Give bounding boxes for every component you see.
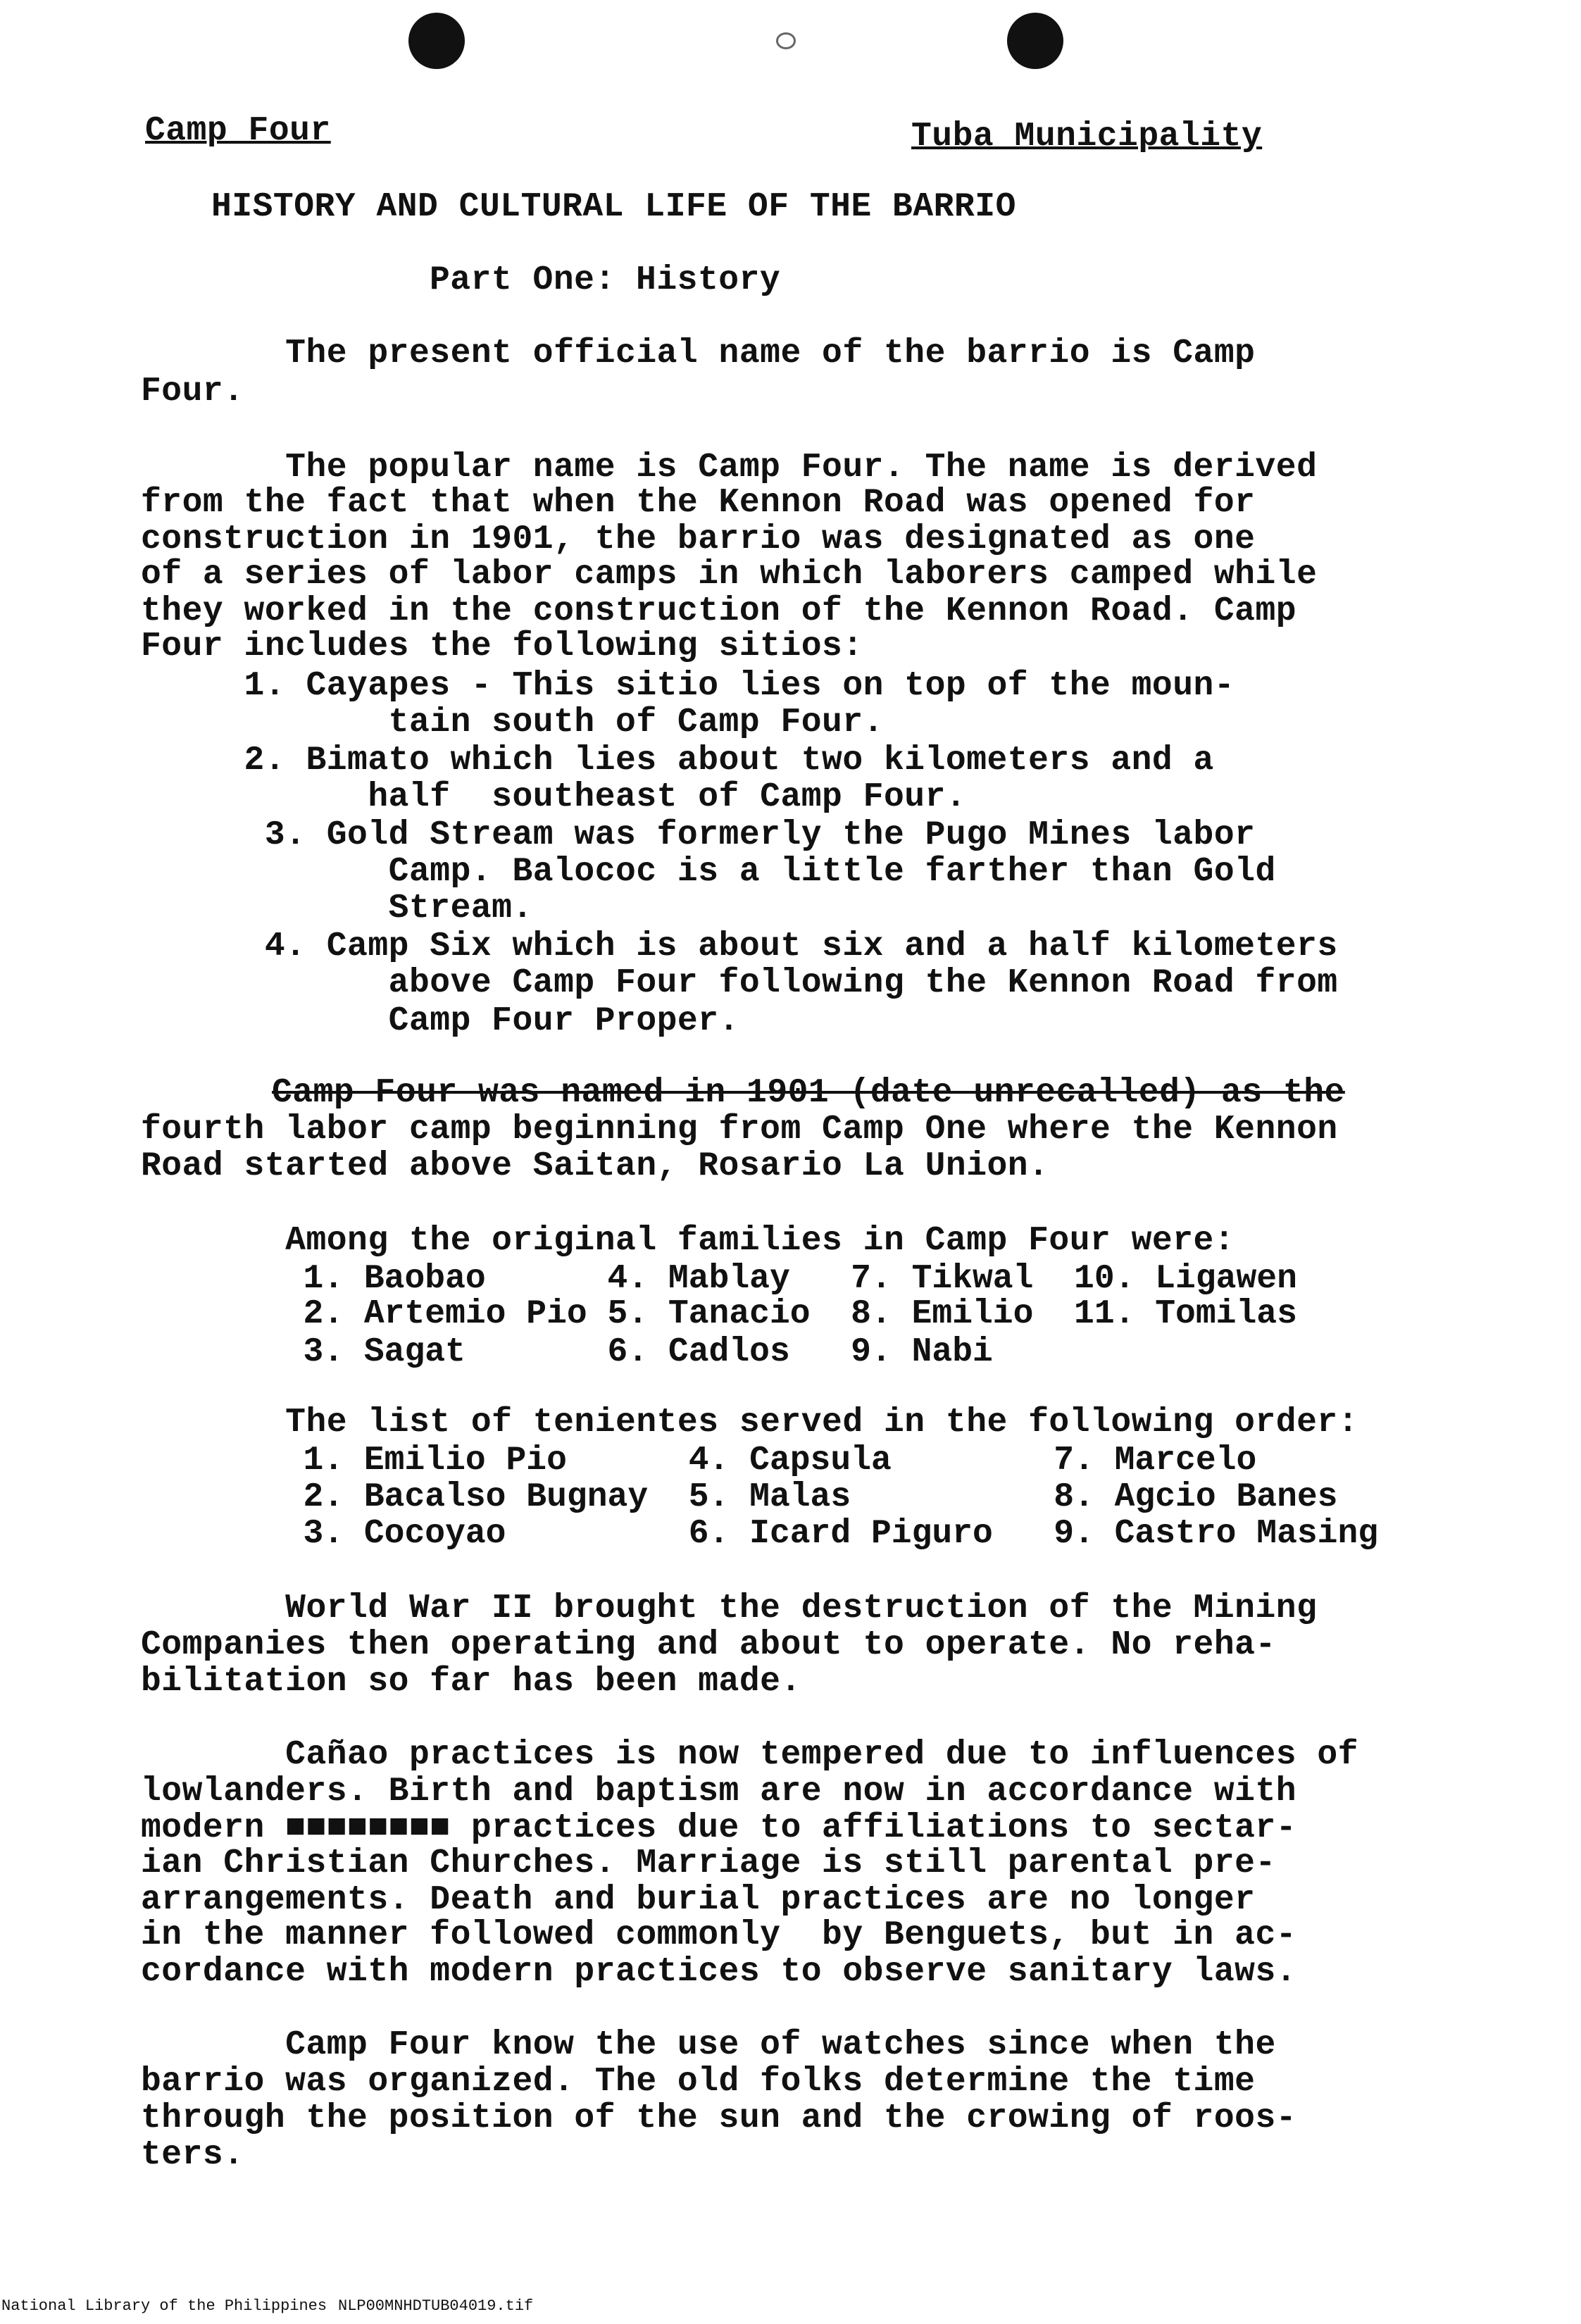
document-title: HISTORY AND CULTURAL LIFE OF THE BARRIO (211, 188, 1016, 226)
p5-line-2: lowlanders. Birth and baptism are now in accordance with (141, 1773, 1297, 1811)
p1-line-1: The present official name of the barrio is Camp (141, 335, 1256, 373)
tenientes-intro: The list of tenientes served in the following order: (141, 1404, 1358, 1442)
families-row-3: 3. Sagat 6. Cadlos 9. Nabi (141, 1333, 993, 1371)
footer-filename: NLP00MNHDTUB04019.tif (338, 2297, 534, 2315)
p2-line-5: they worked in the construction of the Kennon Road. Camp (141, 592, 1297, 630)
p6-line-2: barrio was organized. The old folks determine the time (141, 2063, 1256, 2101)
header-left: Camp Four (145, 112, 331, 150)
tenientes-row-2: 2. Bacalso Bugnay 5. Malas 8. Agcio Banes (141, 1478, 1338, 1516)
sitio-line-1: 1. Cayapes - This sitio lies on top of the moun- (141, 667, 1235, 705)
sitio-line-6: Camp. Balococ is a little farther than Gold (141, 853, 1276, 891)
p5-line-6: in the manner followed commonly by Benguets, but in ac- (141, 1916, 1297, 1954)
p1-line-2: Four. (141, 373, 244, 411)
sitio-line-7: Stream. (141, 889, 533, 927)
p6-line-3: through the position of the sun and the crowing of roos- (141, 2099, 1297, 2137)
p4-line-3: bilitation so far has been made. (141, 1663, 801, 1701)
tenientes-row-3: 3. Cocoyao 6. Icard Piguro 9. Castro Masing (141, 1515, 1379, 1553)
punch-hole-right (1007, 13, 1063, 69)
sitio-line-5: 3. Gold Stream was formerly the Pugo Mines labor (141, 816, 1256, 854)
p3-line-2: fourth labor camp beginning from Camp One where the Kennon (141, 1111, 1338, 1149)
sitio-line-9: above Camp Four following the Kennon Road from (141, 964, 1338, 1002)
families-row-2: 2. Artemio Pio 5. Tanacio 8. Emilio 11. Tomilas (141, 1295, 1297, 1333)
p3-line-1: Camp Four was named in 1901 (date unrecalled) as the (272, 1074, 1345, 1112)
p2-line-2: from the fact that when the Kennon Road was opened for (141, 484, 1256, 522)
punch-hole-left (408, 13, 465, 69)
p5-line-1: Cañao practices is now tempered due to influences of (141, 1736, 1358, 1774)
p4-line-1: World War II brought the destruction of the Mining (141, 1589, 1318, 1628)
sitio-line-3: 2. Bimato which lies about two kilometers and a (141, 742, 1214, 780)
header-right: Tuba Municipality (911, 118, 1263, 156)
p6-line-1: Camp Four know the use of watches since when the (141, 2026, 1276, 2064)
p5-line-3: modern ■■■■■■■■ practices due to affiliations to sectar- (141, 1809, 1297, 1847)
sitio-line-8: 4. Camp Six which is about six and a half kilometers (141, 927, 1338, 966)
footer-library: National Library of the Philippines (1, 2297, 327, 2315)
sitio-line-10: Camp Four Proper. (141, 1002, 739, 1040)
scan-mark-icon (776, 32, 796, 49)
p5-line-4: ian Christian Churches. Marriage is still parental pre- (141, 1844, 1276, 1882)
p2-line-4: of a series of labor camps in which laborers camped while (141, 556, 1318, 594)
families-row-1: 1. Baobao 4. Mablay 7. Tikwal 10. Ligawen (141, 1260, 1297, 1298)
p2-line-6: Four includes the following sitios: (141, 627, 863, 666)
p5-line-7: cordance with modern practices to observe sanitary laws. (141, 1953, 1297, 1991)
p5-line-5: arrangements. Death and burial practices are no longer (141, 1881, 1256, 1919)
p3-line-3: Road started above Saitan, Rosario La Union. (141, 1147, 1049, 1185)
tenientes-row-1: 1. Emilio Pio 4. Capsula 7. Marcelo (141, 1442, 1257, 1480)
p6-line-4: ters. (141, 2136, 244, 2174)
p2-line-3: construction in 1901, the barrio was designated as one (141, 520, 1256, 558)
families-intro: Among the original families in Camp Four were: (141, 1222, 1235, 1260)
part-heading: Part One: History (430, 261, 781, 299)
sitio-line-4: half southeast of Camp Four. (141, 778, 967, 816)
p2-line-1: The popular name is Camp Four. The name is derived (141, 449, 1318, 487)
sitio-line-2: tain south of Camp Four. (141, 704, 884, 742)
p4-line-2: Companies then operating and about to operate. No reha- (141, 1626, 1276, 1664)
